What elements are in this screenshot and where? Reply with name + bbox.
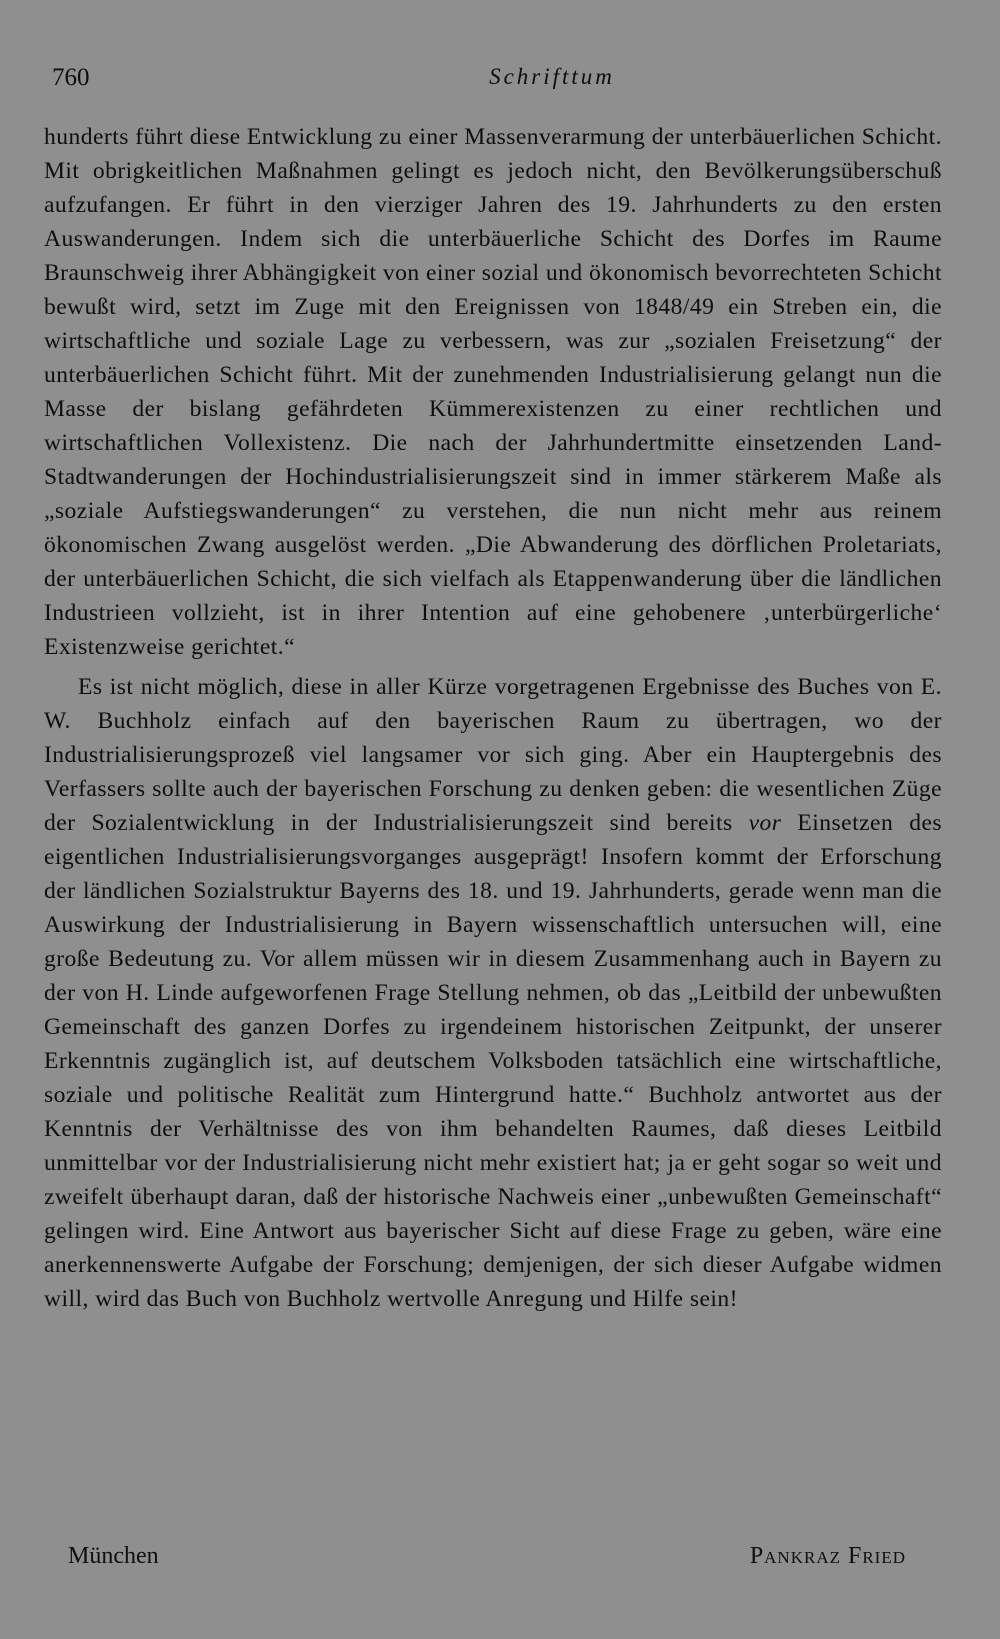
running-title: Schrifttum bbox=[489, 64, 615, 89]
paragraph bbox=[44, 670, 942, 1316]
paragraph-text: hunderts führt diese Entwicklung zu einer Massenverarmung der unterbäuerlichen Schicht. Mit obrigkeitlichen Maßnahmen gelingt es jedoch nicht, den Bevölkerungsüberschuß aufzufangen. Er führt in den vierziger Jahren des 19. Jahrhunderts zu den ersten Auswanderungen. Indem sich die unterbäuerliche Schicht des Dorfes im Raume Braunschweig ihrer Abhängigkeit von einer sozial und ökonomisch bevorrechteten Schicht bewußt wird, setzt im Zuge mit den Ereignissen von 1848/49 ein Streben ein, die wirtschaftliche und soziale Lage zu verbessern, was zur „sozialen Freisetzung“ der unterbäuerlichen Schicht führt. Mit der zunehmenden Industrialisierung gelangt nun die Masse der bislang gefährdeten Kümmerexistenzen zu einer rechtlichen und wirtschaftlichen Vollexistenz. Die nach der Jahrhundertmitte einsetzenden Land-Stadtwanderungen der Hochindustrialisierungszeit sind in immer stärkerem Maße als „soziale Aufstiegswanderungen“ zu verstehen, die nun nicht mehr aus reinem ökonomischen Zwang ausgelöst werden. „Die Abwanderung des dörflichen Proletariats, der unterbäuerlichen Schicht, die sich vielfach als Etappenwanderung über die ländlichen Industrieen vollzieht, ist in ihrer Intention auf eine gehobenere ‚unterbürgerliche‘ Existenzweise gerichtet.“ bbox=[44, 124, 942, 660]
paragraph-text: Es ist nicht möglich, diese in aller Kürze vorgetragenen Ergebnisse des Buches von E. W. Buchholz einfach auf den bayerischen Raum zu übertragen, wo der Industrialisierungsprozeß viel langsamer vor sich ging. Aber ein Hauptergebnis des Verfassers sollte auch der bayerischen Forschung zu denken geben: die wesentlichen Züge der Sozialentwicklung in der Industrialisierungszeit sind bereits bbox=[44, 674, 942, 836]
place-name: München bbox=[68, 1543, 159, 1569]
page-header bbox=[52, 64, 932, 104]
body-text bbox=[44, 120, 942, 1316]
paragraph bbox=[44, 120, 942, 664]
paragraph-text: Einsetzen des eigentlichen Industrialisierungsvorganges ausgeprägt! Insofern kommt der Erforschung der ländlichen Sozialstruktur Bayerns des 18. und 19. Jahrhunderts, gerade wenn man die Auswirkung der Industrialisierung in Bayern wissenschaftlich untersuchen will, eine große Bedeutung zu. Vor allem müssen wir in diesem Zusammenhang auch in Bayern zu der von H. Linde aufgeworfenen Frage Stellung nehmen, ob das „Leitbild der unbewußten Gemeinschaft des ganzen Dorfes zu irgendeinem historischen Zeitpunkt, der unserer Erkenntnis zugänglich ist, auf deutschem Volksboden tatsächlich eine wirtschaftliche, soziale und politische Realität zum Hintergrund hatte.“ Buchholz antwortet aus der Kenntnis der Verhältnisse des von ihm behandelten Raumes, daß dieses Leitbild unmittelbar vor der Industrialisierung nicht mehr existiert hat; ja er geht sogar so weit und zweifelt überhaupt daran, daß der historische Nachweis einer „unbewußten Gemeinschaft“ gelingen wird. Eine Antwort aus bayerischer Sicht auf diese Frage zu geben, wäre eine anerkennenswerte Aufgabe der Forschung; demjenigen, der sich dieser Aufgabe widmen will, wird das Buch von Buchholz wertvolle Anregung und Hilfe sein! bbox=[44, 810, 942, 1312]
emphasized-word: vor bbox=[748, 810, 782, 836]
page-number: 760 bbox=[52, 64, 90, 91]
signature-line bbox=[68, 1543, 906, 1583]
author-name: Pankraz Fried bbox=[749, 1543, 906, 1569]
